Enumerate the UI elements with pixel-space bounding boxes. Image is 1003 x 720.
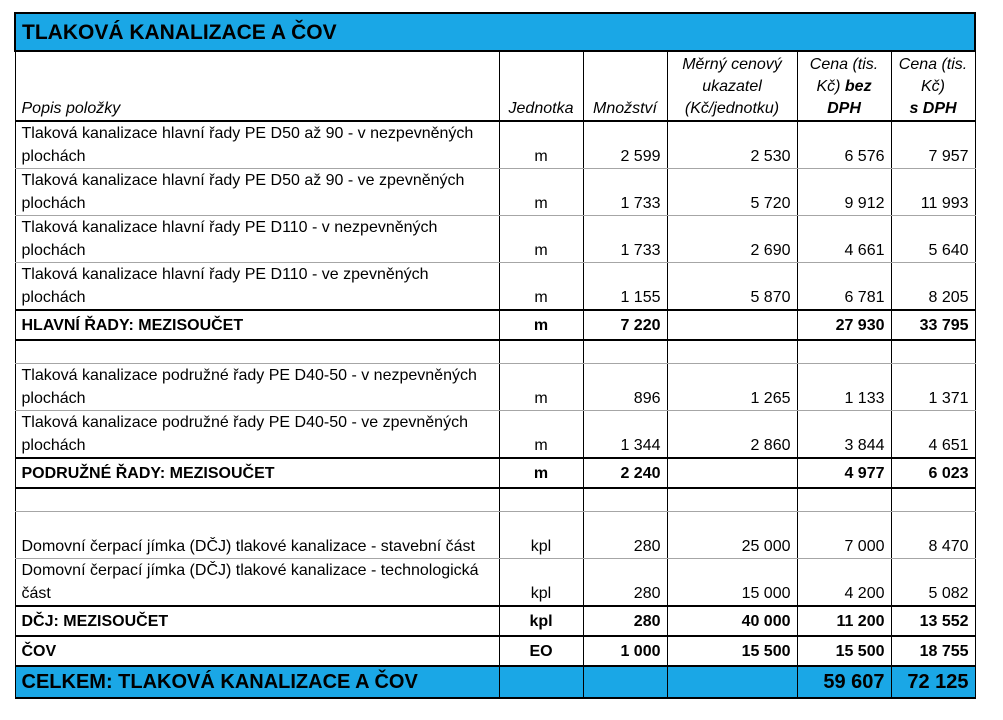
- cell-cena-bez-dph: 6 576: [797, 121, 891, 169]
- cell-cena-s-dph: 5 082: [891, 559, 975, 607]
- cell-mnozstvi: 2 599: [583, 121, 667, 169]
- cell-cena-s-dph: 1 371: [891, 364, 975, 411]
- table-row: [15, 364, 975, 411]
- cell-popis: Tlaková kanalizace podružné řady PE D40-50 - ve zpevněných plochách: [15, 411, 499, 459]
- header-cena-bez-label: Cena (tis. Kč): [809, 56, 879, 95]
- table-row: [15, 263, 975, 311]
- cell-cena-s-dph: 4 651: [891, 411, 975, 459]
- header-cena-bez-dph: [797, 51, 891, 121]
- header-cena-s-label: Cena (tis. Kč): [898, 56, 968, 95]
- cell-ukazatel: [667, 310, 797, 340]
- cell-popis: PODRUŽNÉ ŘADY: MEZISOUČET: [15, 458, 499, 488]
- cell-popis: Domovní čerpací jímka (DČJ) tlakové kanalizace - stavební část: [15, 512, 499, 559]
- subtotal-row: [15, 636, 975, 666]
- subtotal-row: [15, 458, 975, 488]
- cell-jednotka: kpl: [499, 559, 583, 607]
- cell-mnozstvi: 896: [583, 364, 667, 411]
- cell-mnozstvi: 1 733: [583, 216, 667, 263]
- table-title: TLAKOVÁ KANALIZACE A ČOV: [15, 13, 975, 51]
- cell-cena-s-dph: 13 552: [891, 606, 975, 636]
- cell-jednotka: kpl: [499, 606, 583, 636]
- header-mnozstvi: Množství: [583, 51, 667, 121]
- total-cena-s-dph: 72 125: [891, 666, 975, 698]
- cell-ukazatel: 5 870: [667, 263, 797, 311]
- cell-jednotka: kpl: [499, 512, 583, 559]
- cell-mnozstvi: 7 220: [583, 310, 667, 340]
- title-row: [15, 13, 975, 51]
- cell-mnozstvi: 2 240: [583, 458, 667, 488]
- cell-cena-bez-dph: 7 000: [797, 512, 891, 559]
- cell-cena-bez-dph: 27 930: [797, 310, 891, 340]
- cell-ukazatel: [667, 458, 797, 488]
- cell-cena-bez-dph: 3 844: [797, 411, 891, 459]
- cell-cena-bez-dph: 4 200: [797, 559, 891, 607]
- cell-cena-s-dph: 33 795: [891, 310, 975, 340]
- table-row: [15, 121, 975, 169]
- cell-jednotka: m: [499, 121, 583, 169]
- cell-popis: Tlaková kanalizace hlavní řady PE D50 až 90 - ve zpevněných plochách: [15, 169, 499, 216]
- cell-mnozstvi: 1 000: [583, 636, 667, 666]
- header-jednotka: Jednotka: [499, 51, 583, 121]
- cell-popis: Tlaková kanalizace podružné řady PE D40-50 - v nezpevněných plochách: [15, 364, 499, 411]
- cell-mnozstvi: 1 344: [583, 411, 667, 459]
- header-s-dph-label: s DPH: [909, 100, 957, 117]
- cell-ukazatel: 2 690: [667, 216, 797, 263]
- cell-cena-s-dph: 6 023: [891, 458, 975, 488]
- header-row: [15, 51, 975, 121]
- cell-ukazatel: 2 860: [667, 411, 797, 459]
- cell-cena-s-dph: 7 957: [891, 121, 975, 169]
- cost-table-sheet: [14, 12, 974, 699]
- cell-jednotka: m: [499, 458, 583, 488]
- cell-ukazatel: 15 500: [667, 636, 797, 666]
- table-row: [15, 411, 975, 459]
- total-row: [15, 666, 975, 698]
- cell-popis: Tlaková kanalizace hlavní řady PE D50 až 90 - v nezpevněných plochách: [15, 121, 499, 169]
- cell-cena-bez-dph: 11 200: [797, 606, 891, 636]
- cell-jednotka: EO: [499, 636, 583, 666]
- subtotal-row: [15, 310, 975, 340]
- cell-jednotka: m: [499, 169, 583, 216]
- header-ukazatel: Měrný cenový ukazatel (Kč/jednotku): [667, 51, 797, 121]
- cell-cena-s-dph: 11 993: [891, 169, 975, 216]
- cell-ukazatel: 1 265: [667, 364, 797, 411]
- cell-popis: HLAVNÍ ŘADY: MEZISOUČET: [15, 310, 499, 340]
- table-row: [15, 512, 975, 559]
- header-popis: Popis položky: [15, 51, 499, 121]
- cell-ukazatel: 2 530: [667, 121, 797, 169]
- subtotal-row: [15, 606, 975, 636]
- cell-ukazatel: 15 000: [667, 559, 797, 607]
- header-bez-dph-label: bez DPH: [827, 78, 872, 117]
- cell-ukazatel: 40 000: [667, 606, 797, 636]
- header-cena-s-dph: [891, 51, 975, 121]
- cell-cena-s-dph: 8 205: [891, 263, 975, 311]
- cell-cena-s-dph: 8 470: [891, 512, 975, 559]
- cell-mnozstvi: 280: [583, 512, 667, 559]
- cell-mnozstvi: 280: [583, 559, 667, 607]
- cell-cena-bez-dph: 15 500: [797, 636, 891, 666]
- cell-cena-bez-dph: 6 781: [797, 263, 891, 311]
- cell-jednotka: m: [499, 216, 583, 263]
- table-row: [15, 169, 975, 216]
- total-cena-bez-dph: 59 607: [797, 666, 891, 698]
- cell-popis: Tlaková kanalizace hlavní řady PE D110 - v nezpevněných plochách: [15, 216, 499, 263]
- cell-cena-bez-dph: 1 133: [797, 364, 891, 411]
- total-label: CELKEM: TLAKOVÁ KANALIZACE A ČOV: [15, 666, 499, 698]
- cell-popis: Domovní čerpací jímka (DČJ) tlakové kanalizace - technologická část: [15, 559, 499, 607]
- cell-cena-bez-dph: 4 977: [797, 458, 891, 488]
- cell-popis: ČOV: [15, 636, 499, 666]
- table-row: [15, 559, 975, 607]
- cell-cena-s-dph: 5 640: [891, 216, 975, 263]
- cell-ukazatel: 5 720: [667, 169, 797, 216]
- cell-cena-bez-dph: 4 661: [797, 216, 891, 263]
- spacer-row: [15, 488, 975, 512]
- cell-popis: Tlaková kanalizace hlavní řady PE D110 - ve zpevněných plochách: [15, 263, 499, 311]
- cell-popis: DČJ: MEZISOUČET: [15, 606, 499, 636]
- cell-ukazatel: 25 000: [667, 512, 797, 559]
- cell-jednotka: m: [499, 310, 583, 340]
- cell-jednotka: m: [499, 263, 583, 311]
- cell-jednotka: m: [499, 364, 583, 411]
- cell-jednotka: m: [499, 411, 583, 459]
- cell-cena-s-dph: 18 755: [891, 636, 975, 666]
- cell-cena-bez-dph: 9 912: [797, 169, 891, 216]
- spacer-row: [15, 340, 975, 364]
- cost-table: [14, 12, 976, 699]
- cell-mnozstvi: 1 155: [583, 263, 667, 311]
- table-row: [15, 216, 975, 263]
- cell-mnozstvi: 1 733: [583, 169, 667, 216]
- cell-mnozstvi: 280: [583, 606, 667, 636]
